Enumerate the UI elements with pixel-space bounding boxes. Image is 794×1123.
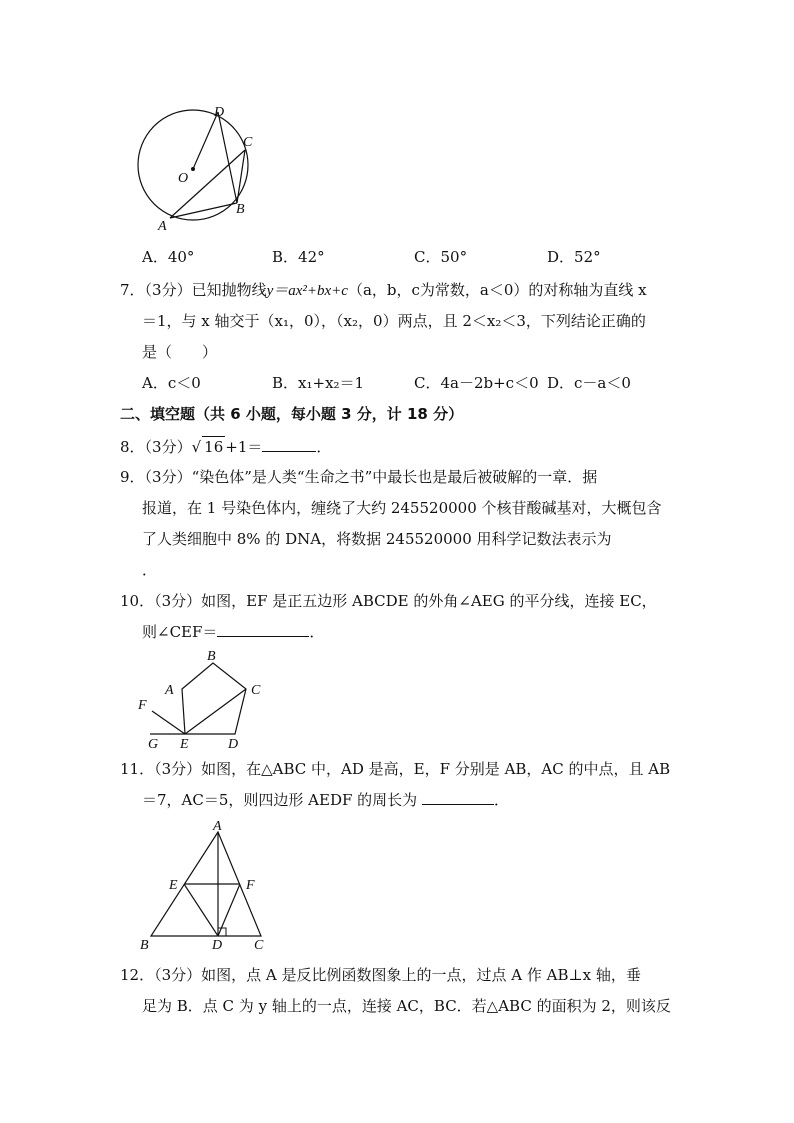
label-d: D bbox=[228, 737, 239, 752]
label-e: E bbox=[169, 878, 178, 893]
label-g: G bbox=[148, 737, 159, 752]
segment-od bbox=[193, 112, 218, 169]
circle-figure bbox=[130, 100, 270, 235]
q8-prefix: 8．（3分） bbox=[120, 438, 192, 456]
q6-option-b: B．42° bbox=[272, 248, 325, 266]
q11-line2 bbox=[142, 790, 509, 810]
section2-title: 二、填空题（共 6 小题，每小题 3 分，计 18 分） bbox=[120, 405, 464, 423]
center-dot bbox=[191, 167, 195, 171]
pentagon-figure bbox=[132, 645, 272, 753]
label-b: B bbox=[207, 649, 216, 664]
segment-ab bbox=[170, 203, 237, 218]
q10-prefix: 则∠CEF＝ bbox=[142, 623, 218, 641]
q6-option-a: A．40° bbox=[142, 248, 195, 266]
q10-line2 bbox=[142, 622, 324, 642]
q7-option-d: D．c－a＜0 bbox=[547, 374, 631, 392]
q7-option-b: B．x₁+x₂＝1 bbox=[272, 374, 365, 392]
label-d: D bbox=[214, 105, 225, 120]
segment-ef bbox=[152, 711, 185, 734]
triangle-figure bbox=[134, 818, 274, 953]
q11-prefix: ＝7，AC＝5，则四边形 AEDF 的周长为 bbox=[142, 791, 418, 809]
q8-line bbox=[120, 436, 331, 457]
segment-cb bbox=[237, 150, 245, 203]
label-c: C bbox=[243, 135, 253, 150]
label-f: F bbox=[138, 698, 147, 713]
q10-answer-blank[interactable] bbox=[217, 622, 309, 637]
q6-option-d: D．52° bbox=[547, 248, 601, 266]
label-e: E bbox=[180, 737, 189, 752]
q7-line1 bbox=[120, 280, 647, 301]
q9-line3: 了人类细胞中 8% 的 DNA，将数据 245520000 用科学记数法表示为 bbox=[142, 530, 612, 548]
q11-end: ． bbox=[493, 791, 509, 809]
segment-db bbox=[218, 112, 237, 203]
q7-option-a: A．c＜0 bbox=[142, 374, 201, 392]
q6-option-c: C．50° bbox=[414, 248, 468, 266]
q9-line2: 报道，在 1 号染色体内，缠绕了大约 245520000 个核苷酸碱基对，大概包含 bbox=[142, 499, 662, 517]
sqrt-symbol: √ 16 bbox=[191, 438, 224, 456]
q7-math: y＝ax²+bx+c bbox=[266, 283, 348, 299]
segment-ed bbox=[184, 884, 218, 936]
label-b: B bbox=[236, 202, 245, 217]
q11-answer-blank[interactable] bbox=[422, 790, 494, 805]
label-o: O bbox=[178, 171, 189, 186]
q7-prefix: 7．（3分）已知抛物线 bbox=[120, 281, 267, 299]
label-b: B bbox=[140, 938, 149, 953]
label-d: D bbox=[212, 938, 223, 953]
q8-end: ． bbox=[316, 438, 332, 456]
q7-option-c: C．4a－2b+c＜0 bbox=[414, 374, 539, 392]
q9-line1: 9．（3分）“染色体”是人类“生命之书”中最长也是最后被破解的一章．据 bbox=[120, 468, 598, 486]
q10-line1: 10．（3分）如图，EF 是正五边形 ABCDE 的外角∠AEG 的平分线，连接 EC， bbox=[120, 592, 657, 610]
label-a: A bbox=[158, 219, 167, 234]
label-f: F bbox=[246, 878, 255, 893]
q11-line1: 11．（3分）如图，在△ABC 中，AD 是高，E，F 分别是 AB，AC 的中点，且 AB bbox=[120, 760, 671, 778]
q10-end: ． bbox=[309, 623, 325, 641]
q8-suffix: +1＝ bbox=[225, 438, 263, 456]
label-c: C bbox=[251, 683, 261, 698]
q8-radicand: 16 bbox=[204, 438, 224, 456]
label-a: A bbox=[213, 819, 222, 834]
label-a: A bbox=[165, 683, 174, 698]
q12-line2: 足为 B．点 C 为 y 轴上的一点，连接 AC，BC．若△ABC 的面积为 2，则该反 bbox=[142, 997, 671, 1015]
label-c: C bbox=[254, 938, 264, 953]
q9-line4: ． bbox=[142, 561, 158, 579]
q8-answer-blank[interactable] bbox=[262, 437, 316, 452]
q7-line3: 是（ ） bbox=[142, 343, 218, 361]
q7-mid: （a，b，c为常数，a＜0）的对称轴为直线 x bbox=[347, 281, 647, 299]
q12-line1: 12．（3分）如图，点 A 是反比例函数图象上的一点，过点 A 作 AB⊥x 轴，垂 bbox=[120, 966, 641, 984]
pentagon-abcde bbox=[182, 663, 246, 734]
q7-line2: ＝1，与 x 轴交于（x₁，0），（x₂，0）两点，且 2＜x₂＜3，下列结论正确的 bbox=[142, 312, 646, 330]
circle-o bbox=[138, 110, 248, 220]
